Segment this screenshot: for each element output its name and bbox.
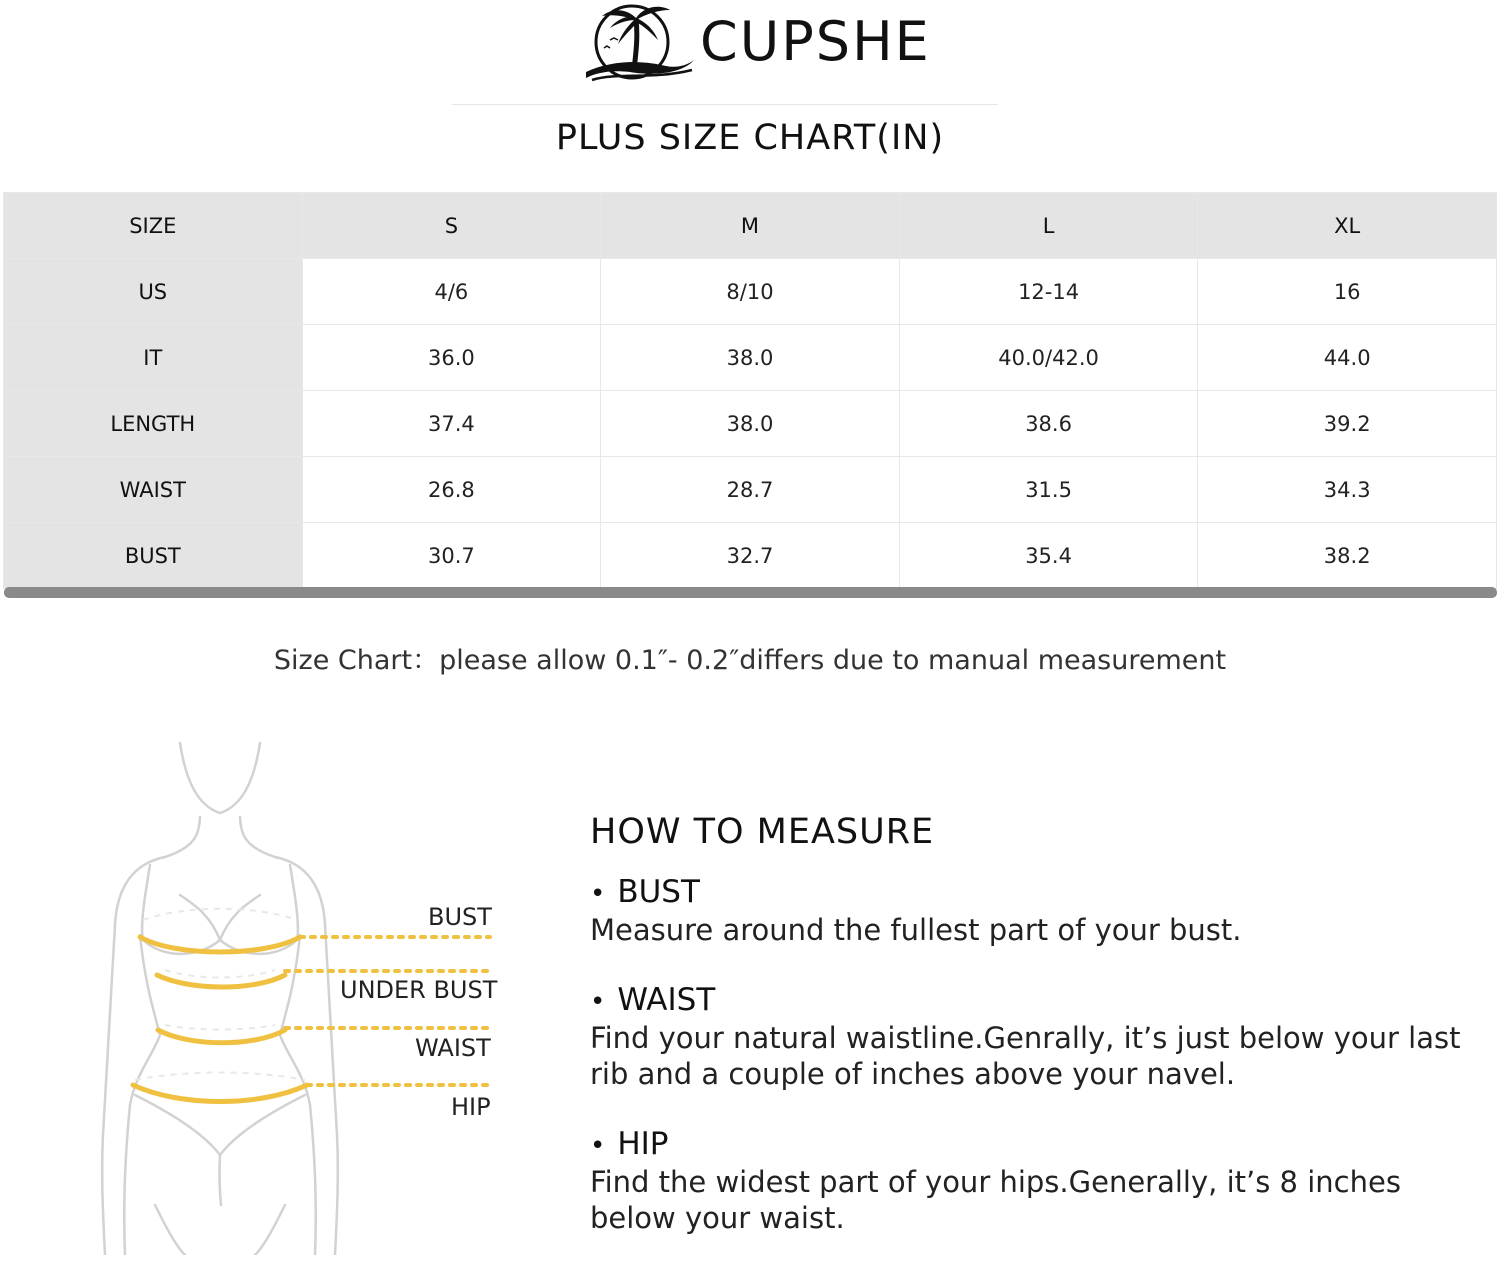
row-label: IT [4,325,303,391]
table-cell: 38.2 [1198,523,1497,589]
row-label: US [4,259,303,325]
chart-title: PLUS SIZE CHART(IN) [555,118,945,158]
measure-item-title: HIP [617,1126,669,1162]
measure-item-title: WAIST [617,982,716,1018]
table-cell: 12-14 [899,259,1198,325]
table-cell: 36.0 [302,325,601,391]
row-label: WAIST [4,457,303,523]
measure-item-bust [590,874,1470,948]
header-divider [452,104,998,105]
table-cell: 40.0/42.0 [899,325,1198,391]
waist-label: WAIST [415,1034,491,1062]
table-cell: 16 [1198,259,1497,325]
row-label: LENGTH [4,391,303,457]
hip-label: HIP [451,1093,491,1121]
how-to-measure-section [590,812,1470,1270]
measure-item-desc: Find the widest part of your hips.Generally, it’s 8 inches below your waist. [590,1165,1401,1235]
table-row [4,457,1497,523]
header-cell: M [601,193,900,259]
header-cell: SIZE [4,193,303,259]
measure-item-title: BUST [617,874,700,910]
table-cell: 32.7 [601,523,900,589]
under-bust-label: UNDER BUST [340,976,498,1004]
bust-label: BUST [428,903,492,931]
table-cell: 38.0 [601,391,900,457]
table-cell: 44.0 [1198,325,1497,391]
table-cell: 38.6 [899,391,1198,457]
measurement-note: Size Chart：please allow 0.1″- 0.2″differs due to manual measurement [273,645,1227,676]
table-cell: 38.0 [601,325,900,391]
table-row [4,391,1497,457]
bullet-icon: • [590,879,606,909]
table-row [4,523,1497,589]
row-label: BUST [4,523,303,589]
header-cell: XL [1198,193,1497,259]
how-to-measure-title: HOW TO MEASURE [590,812,935,852]
table-cell: 34.3 [1198,457,1497,523]
header-cell: L [899,193,1198,259]
bullet-icon: • [590,1131,606,1161]
size-table [3,192,1497,589]
table-cell: 30.7 [302,523,601,589]
measure-item-waist [590,982,1470,1092]
measure-item-desc: Find your natural waistline.Genrally, it’s just below your last rib and a couple of inches above your navel. [590,1021,1461,1091]
table-cell: 26.8 [302,457,601,523]
horizontal-scrollbar[interactable] [4,587,1497,598]
table-row [4,259,1497,325]
brand-name: CUPSHE [700,10,931,73]
header-cell: S [302,193,601,259]
header [0,0,1500,110]
table-cell: 39.2 [1198,391,1497,457]
palm-tree-logo-icon [582,0,702,86]
table-header-row [4,193,1497,259]
measure-item-hip [590,1126,1470,1236]
table-cell: 28.7 [601,457,900,523]
table-cell: 35.4 [899,523,1198,589]
measure-item-desc: Measure around the fullest part of your bust. [590,913,1242,947]
table-cell: 31.5 [899,457,1198,523]
table-cell: 4/6 [302,259,601,325]
body-measure-figure [95,735,515,1255]
bullet-icon: • [590,987,606,1017]
table-row [4,325,1497,391]
table-cell: 8/10 [601,259,900,325]
table-cell: 37.4 [302,391,601,457]
